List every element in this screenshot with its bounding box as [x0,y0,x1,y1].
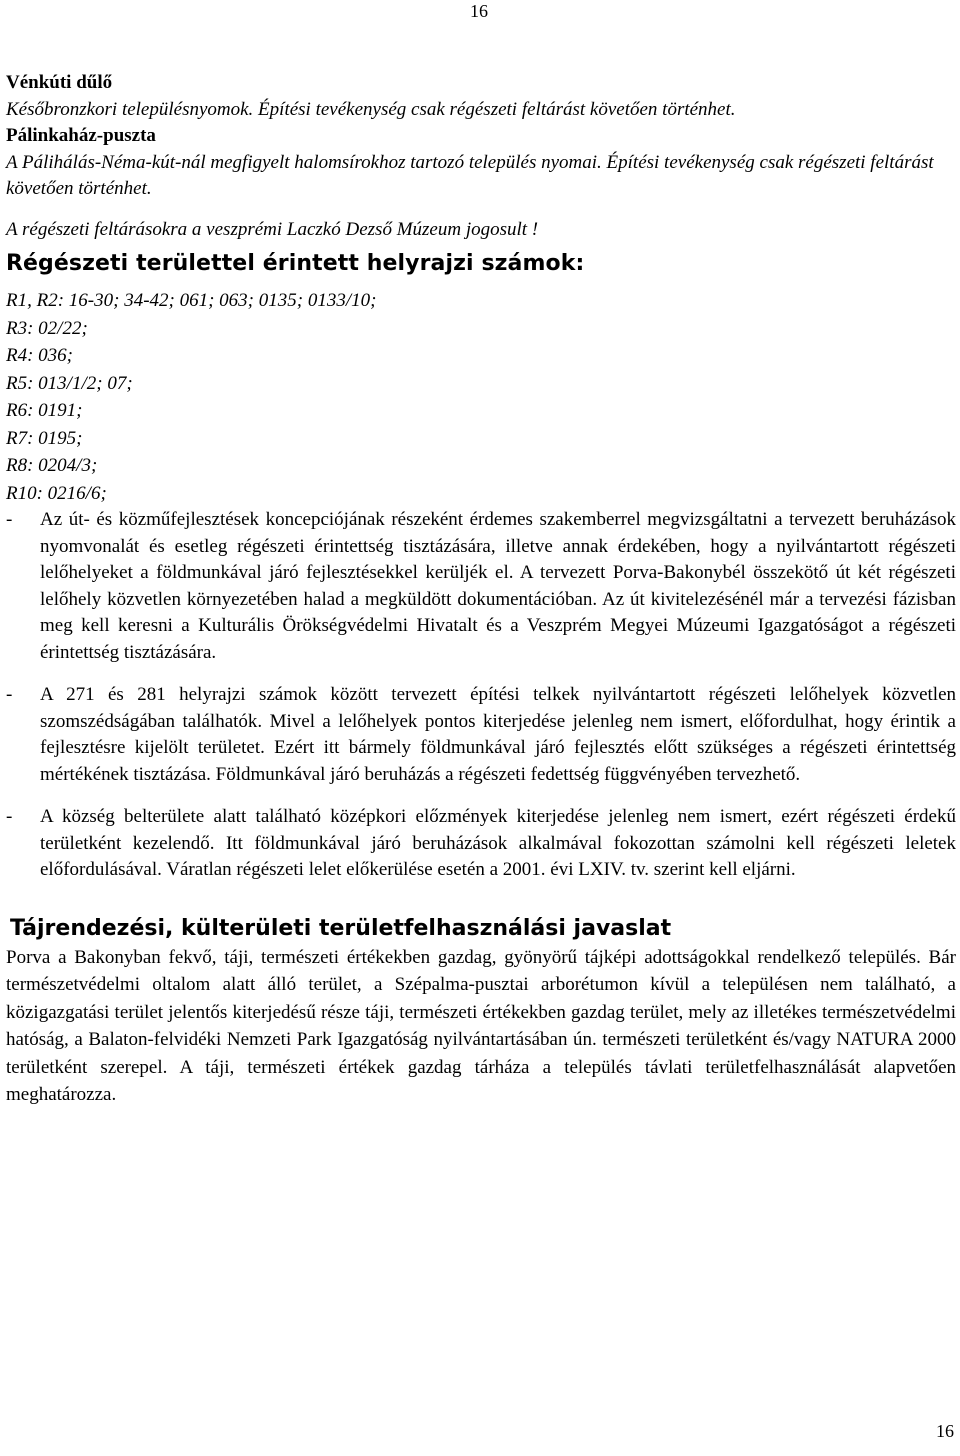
parcel-line: R5: 013/1/2; 07; [6,372,133,394]
bullet-text: Az út- és közműfejlesztések koncepciójának részeként érdemes szakemberrel megvizsgáltatni a tervezett beruházások nyomvonalát és esetleg régészeti érintettség tisztázására, illetve annak érdekében, hogy a nyilvántartott régészeti lelőhelyeket a földmunkával járó fejlesztésekkel kerüljék el. A tervezett Porva-Bakonybél összekötő út két régészeti lelőhely közvetlen környezetében halad a megküldött dokumentációban. Az út kivitelezésénél már a tervezési fázisban meg kell keresni a Kulturális Örökségvédelmi Hivatalt és a Veszprém Megyei Múzeumi Igazgatóságot a régészeti érintettség tisztázására. [40,509,956,663]
page-content [6,70,956,1109]
arch-heading: Régészeti területtel érintett helyrajzi számok: [6,251,585,276]
section-paragraph: Porva a Bakonyban fekvő, tájі, természeti értékekben gazdag, gyönyörű tájképi adottságokkal rendelkező település. Bár természetvédelmi oltalom alatt álló terület, a Szépalma-pusztai arborétumon kívül a településen nem található, a közigazgatási terület jelentős kiterjedésű része táji, természeti értékekben gazdag terület, mely az illetékes természetvédelmi hatóság, a Balaton-felvidéki Nemzeti Park Igazgatóság nyilvántartásában ún. természeti területként és/vagy NATURA 2000 területként szerepel. A táji, természeti értékek gazdag tárháza a település távlati területfelhasználását alapvetően meghatározza. [6,946,956,1105]
parcel-line: R1, R2: 16-30; 34-42; 061; 063; 0135; 0133/10; [6,290,377,311]
parcel-line: R3: 02/22; [6,317,88,339]
venkuti-title: Vénkúti dűlő [6,72,113,93]
bullet-item [6,804,956,884]
bullet-dash: - [6,509,13,530]
parcel-list [6,287,956,507]
section-heading: Tájrendezési, külterületi területfelhasználási javaslat [10,915,672,941]
parcel-line: R4: 036; [6,345,74,366]
bullet-text: A község belterülete alatt található középkori előzmények kiterjedése jelenleg nem ismert, ezért régészeti érdekű területként kezelendő. Itt földmunkával járó beruházások alkalmával fokozottan számolni kell régészeti leletek előfordulásával. Váratlan régészeti lelet előkerülése esetén a 2001. évi LXIV. tv. szerint kell eljárni. [40,806,956,880]
palinkahaz-text: A Pálihálás-Néma-kút-nál megfigyelt halomsírokhoz tartozó település nyomai. Építési tevékenység csak régészeti feltárást követően történhet. [6,151,934,199]
laczko-note: A régészeti feltárásokra a veszprémi Laczkó Dezső Múzeum jogosult ! [6,218,539,240]
parcel-line: R7: 0195; [6,427,83,449]
page-number-bottom: 16 [936,1421,954,1441]
bullet-dash: - [6,684,13,705]
bullet-dash: - [6,806,13,827]
palinkahaz-title: Pálinkaház-puszta [6,125,156,146]
page-number-top: 16 [470,1,488,21]
parcel-line: R10: 0216/6; [6,482,107,504]
bullet-text: A 271 és 281 helyrajzi számok között tervezett építési telkek nyilvántartott régészeti lelőhelyek közvetlen szomszédságában találhatók. Mivel a lelőhelyek pontos kiterjedése jelenleg nem ismert, előfordulhat, hogy érintik a fejlesztésre kijelölt területet. Ezért itt bármely földmunkával járó fejlesztés előtt szükséges a régészeti érintettség mértékének tisztázása. Földmunkával járó beruházás a régészeti fedettség függvényében tervezhető. [40,684,956,785]
parcel-line: R6: 0191; [6,400,83,421]
bullet-item [6,682,956,788]
parcel-line: R8: 0204/3; [6,455,98,476]
venkuti-text: Későbronzkori településnyomok. Építési tevékenység csak régészeti feltárást követően történhet. [6,98,736,120]
bullet-item [6,507,956,666]
